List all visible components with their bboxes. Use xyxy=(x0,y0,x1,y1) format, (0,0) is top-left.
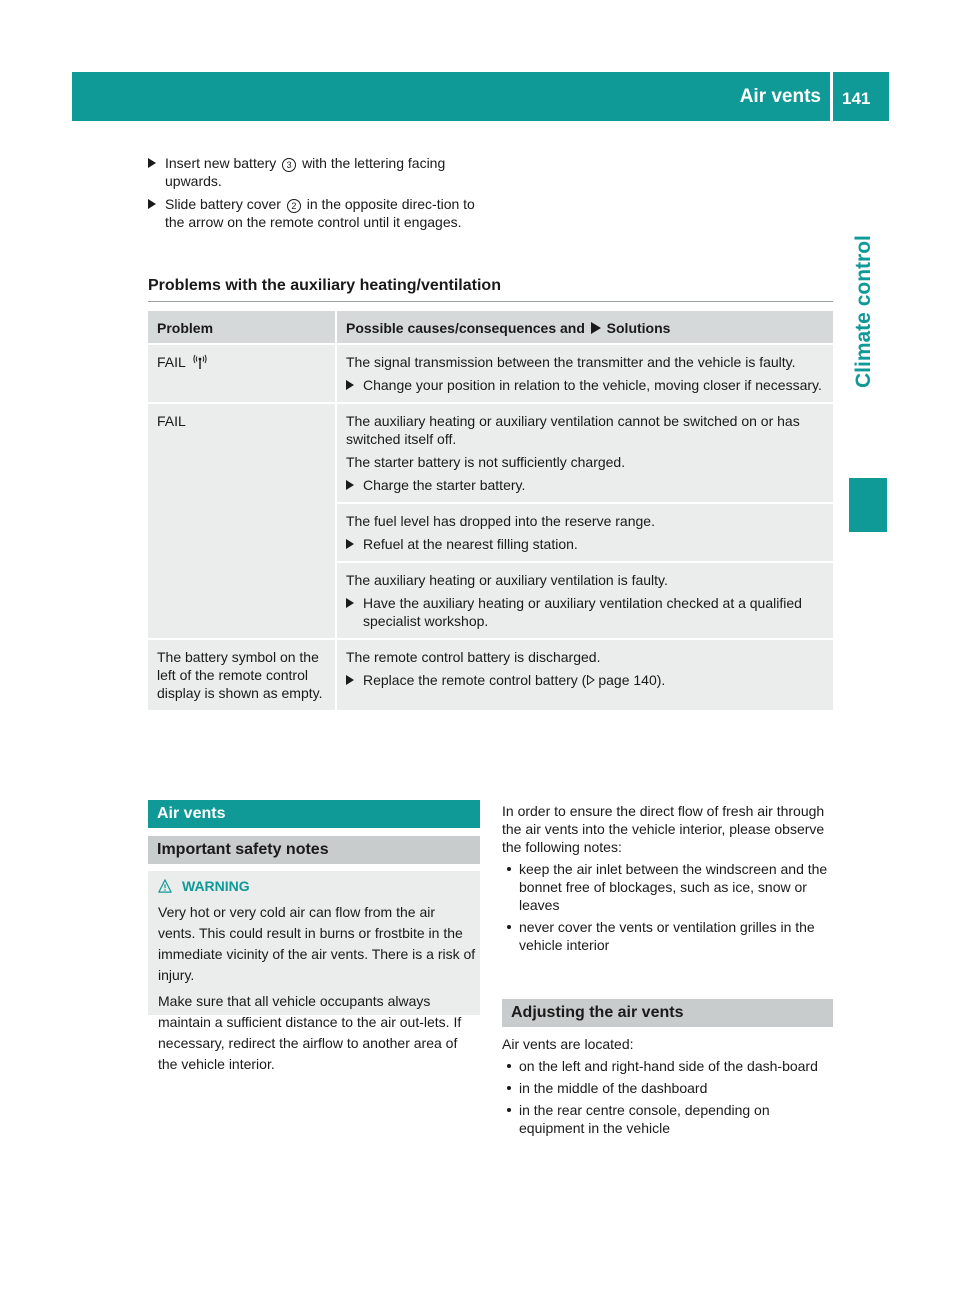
arrow-icon xyxy=(346,598,354,608)
arrow-icon xyxy=(148,199,156,209)
header-divider xyxy=(830,72,833,121)
warning-text: Very hot or very cold air can flow from the air vents. This could result in burns or frostbite in the immediate vicinity of the air vents. There is a risk of injury. Make sure that all vehicle occupants always maintain a sufficient distance to the air out-lets. If necessary, redirect the airflow to another area of the vehicle interior. xyxy=(158,904,476,1072)
air-vents-notes: In order to ensure the direct flow of fresh air through the air vents into the vehicle interior, please observe the following notes: keep the air inlet between the windscreen and the bonnet free of blockages, such as ice, snow or leaves never cover the vents or ventilation grilles in the vehicle interior xyxy=(502,802,833,958)
table-row xyxy=(148,344,833,403)
arrow-icon xyxy=(591,322,601,334)
safety-notes-heading: Important safety notes xyxy=(148,836,480,864)
problem-cell: FAIL xyxy=(148,403,336,639)
warning-heading: WARNING xyxy=(158,877,250,895)
air-vents-heading: Air vents xyxy=(148,800,480,828)
list-item: keep the air inlet between the windscreen and the bonnet free of blockages, such as ice, snow or leaves xyxy=(502,860,833,914)
bullet-icon xyxy=(507,1064,511,1068)
list-item: on the left and right-hand side of the dash-board xyxy=(502,1057,833,1075)
page-ref-icon xyxy=(587,675,595,685)
problem-cell: The battery symbol on the left of the remote control display is shown as empty. xyxy=(148,639,336,710)
solution-cell: The signal transmission between the transmitter and the vehicle is faulty. Change your position in relation to the vehicle, moving closer if necessary. xyxy=(336,344,833,403)
page-header xyxy=(72,72,889,121)
column-header-solutions: Possible causes/consequences and Solutions xyxy=(336,311,833,344)
step-slide-cover: Slide battery cover 2 in the opposite direc-tion to the arrow on the remote control until it engages. xyxy=(148,195,481,231)
air-vents-locations: Air vents are located: on the left and right-hand side of the dash-board in the middle of the dashboard in the rear centre console, depending on equipment in the vehicle xyxy=(502,1035,833,1141)
bullet-icon xyxy=(507,867,511,871)
column-header-problem: Problem xyxy=(148,311,336,344)
step-insert-battery: Insert new battery 3 with the lettering facing upwards. xyxy=(148,154,481,190)
list-item: in the rear centre console, depending on equipment in the vehicle xyxy=(502,1101,833,1137)
table-row xyxy=(148,639,833,710)
page-reference-link[interactable]: page 140 xyxy=(598,672,657,688)
problems-table xyxy=(148,311,833,710)
solution-cell: The auxiliary heating or auxiliary ventilation cannot be switched on or has switched itself off. The starter battery is not sufficiently charged. Charge the starter battery. xyxy=(336,403,833,503)
callout-number: 3 xyxy=(282,158,296,172)
arrow-icon xyxy=(346,480,354,490)
page-number: 141 xyxy=(842,89,871,108)
problem-cell: FAIL xyxy=(148,344,336,403)
section-divider xyxy=(148,301,833,302)
table-row xyxy=(148,403,833,503)
arrow-icon xyxy=(148,158,156,168)
warning-triangle-icon xyxy=(158,879,172,893)
list-item: never cover the vents or ventilation grilles in the vehicle interior xyxy=(502,918,833,954)
table-header-row xyxy=(148,311,833,344)
problems-title: Problems with the auxiliary heating/ventilation xyxy=(148,277,501,294)
bullet-icon xyxy=(507,1086,511,1090)
solution-cell: The remote control battery is discharged. Replace the remote control battery ( page 140). xyxy=(336,639,833,710)
header-section-title: Air vents xyxy=(739,86,821,107)
solution-cell: The fuel level has dropped into the reserve range. Refuel at the nearest filling station. xyxy=(336,503,833,562)
warning-box xyxy=(148,871,480,1072)
arrow-icon xyxy=(346,675,354,685)
arrow-icon xyxy=(346,539,354,549)
list-item: in the middle of the dashboard xyxy=(502,1079,833,1097)
bullet-icon xyxy=(507,1108,511,1112)
side-tab-marker xyxy=(849,478,887,532)
antenna-signal-icon xyxy=(192,354,208,370)
side-tab-label: Climate control xyxy=(852,235,875,388)
arrow-icon xyxy=(346,380,354,390)
solution-cell: The auxiliary heating or auxiliary ventilation is faulty. Have the auxiliary heating or auxiliary ventilation checked at a qualified specialist workshop. xyxy=(336,562,833,639)
adjusting-heading: Adjusting the air vents xyxy=(502,999,833,1027)
intro-steps xyxy=(148,154,481,236)
bullet-icon xyxy=(507,925,511,929)
callout-number: 2 xyxy=(287,199,301,213)
